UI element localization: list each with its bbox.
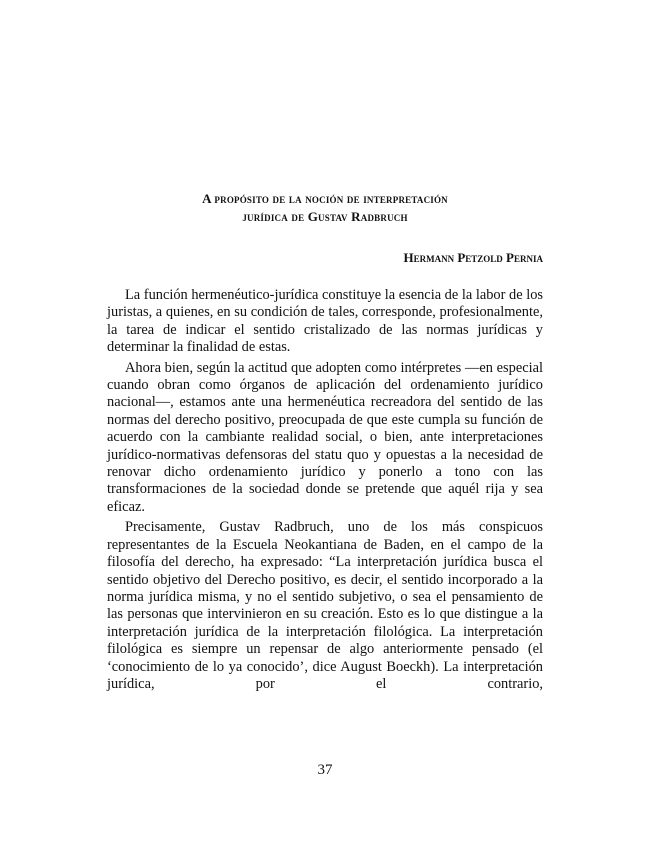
page-number: 37 (317, 762, 333, 778)
paragraph-3: Precisamente, Gustav Radbruch, uno de los más conspicuos representantes de la Escuela Neokantiana de Baden, en el campo de la filosofía del derecho, ha expresado: “La interpretación jurídica busca el sentido objetivo del Derecho positivo, es decir, el sentido incorporado a la norma jurídica misma, y no el sentido subjetivo, o sea el pensamiento de las personas que intervinieron en su creación. Esto es lo que distingue a la interpretación jurídica de la interpretación filológica. La interpretación filológica es siempre un repensar de algo anteriormente pensado (el ‘conocimiento de lo ya conocido’, dice August Boeckh). La interpretación jurídica, por el contrario, (107, 519, 543, 692)
chapter-title-line-2: jurídica de Gustav Radbruch (242, 209, 408, 224)
chapter-title (107, 190, 543, 226)
author-name: Hermann Petzold Pernia (403, 250, 543, 265)
chapter-title-line-1: A propósito de la noción de interpretación (202, 191, 448, 206)
body-text (107, 287, 543, 696)
paragraph-2: Ahora bien, según la actitud que adopten como intérpretes —en especial cuando obran como órganos de aplicación del ordenamiento jurídico nacional—, estamos ante una hermenéutica recreadora del sentido de las normas del derecho positivo, preocupada de que este cumpla su función de acuerdo con la cambiante realidad social, o bien, ante interpretaciones jurídico-normativas defensoras del statu quo y opuestas a la necesidad de renovar dicho ordenamiento jurídico y ponerlo a tono con las transformaciones de la sociedad donde se pretende que aquél rija y sea eficaz. (107, 359, 543, 515)
book-page (107, 0, 543, 848)
paragraph-1: La función hermenéutico-jurídica constituye la esencia de la labor de los juristas, a quienes, en su condición de tales, corresponde, profesionalmente, la tarea de indicar el sentido cristalizado de las normas jurídicas y determinar la finalidad de estas. (107, 287, 543, 356)
